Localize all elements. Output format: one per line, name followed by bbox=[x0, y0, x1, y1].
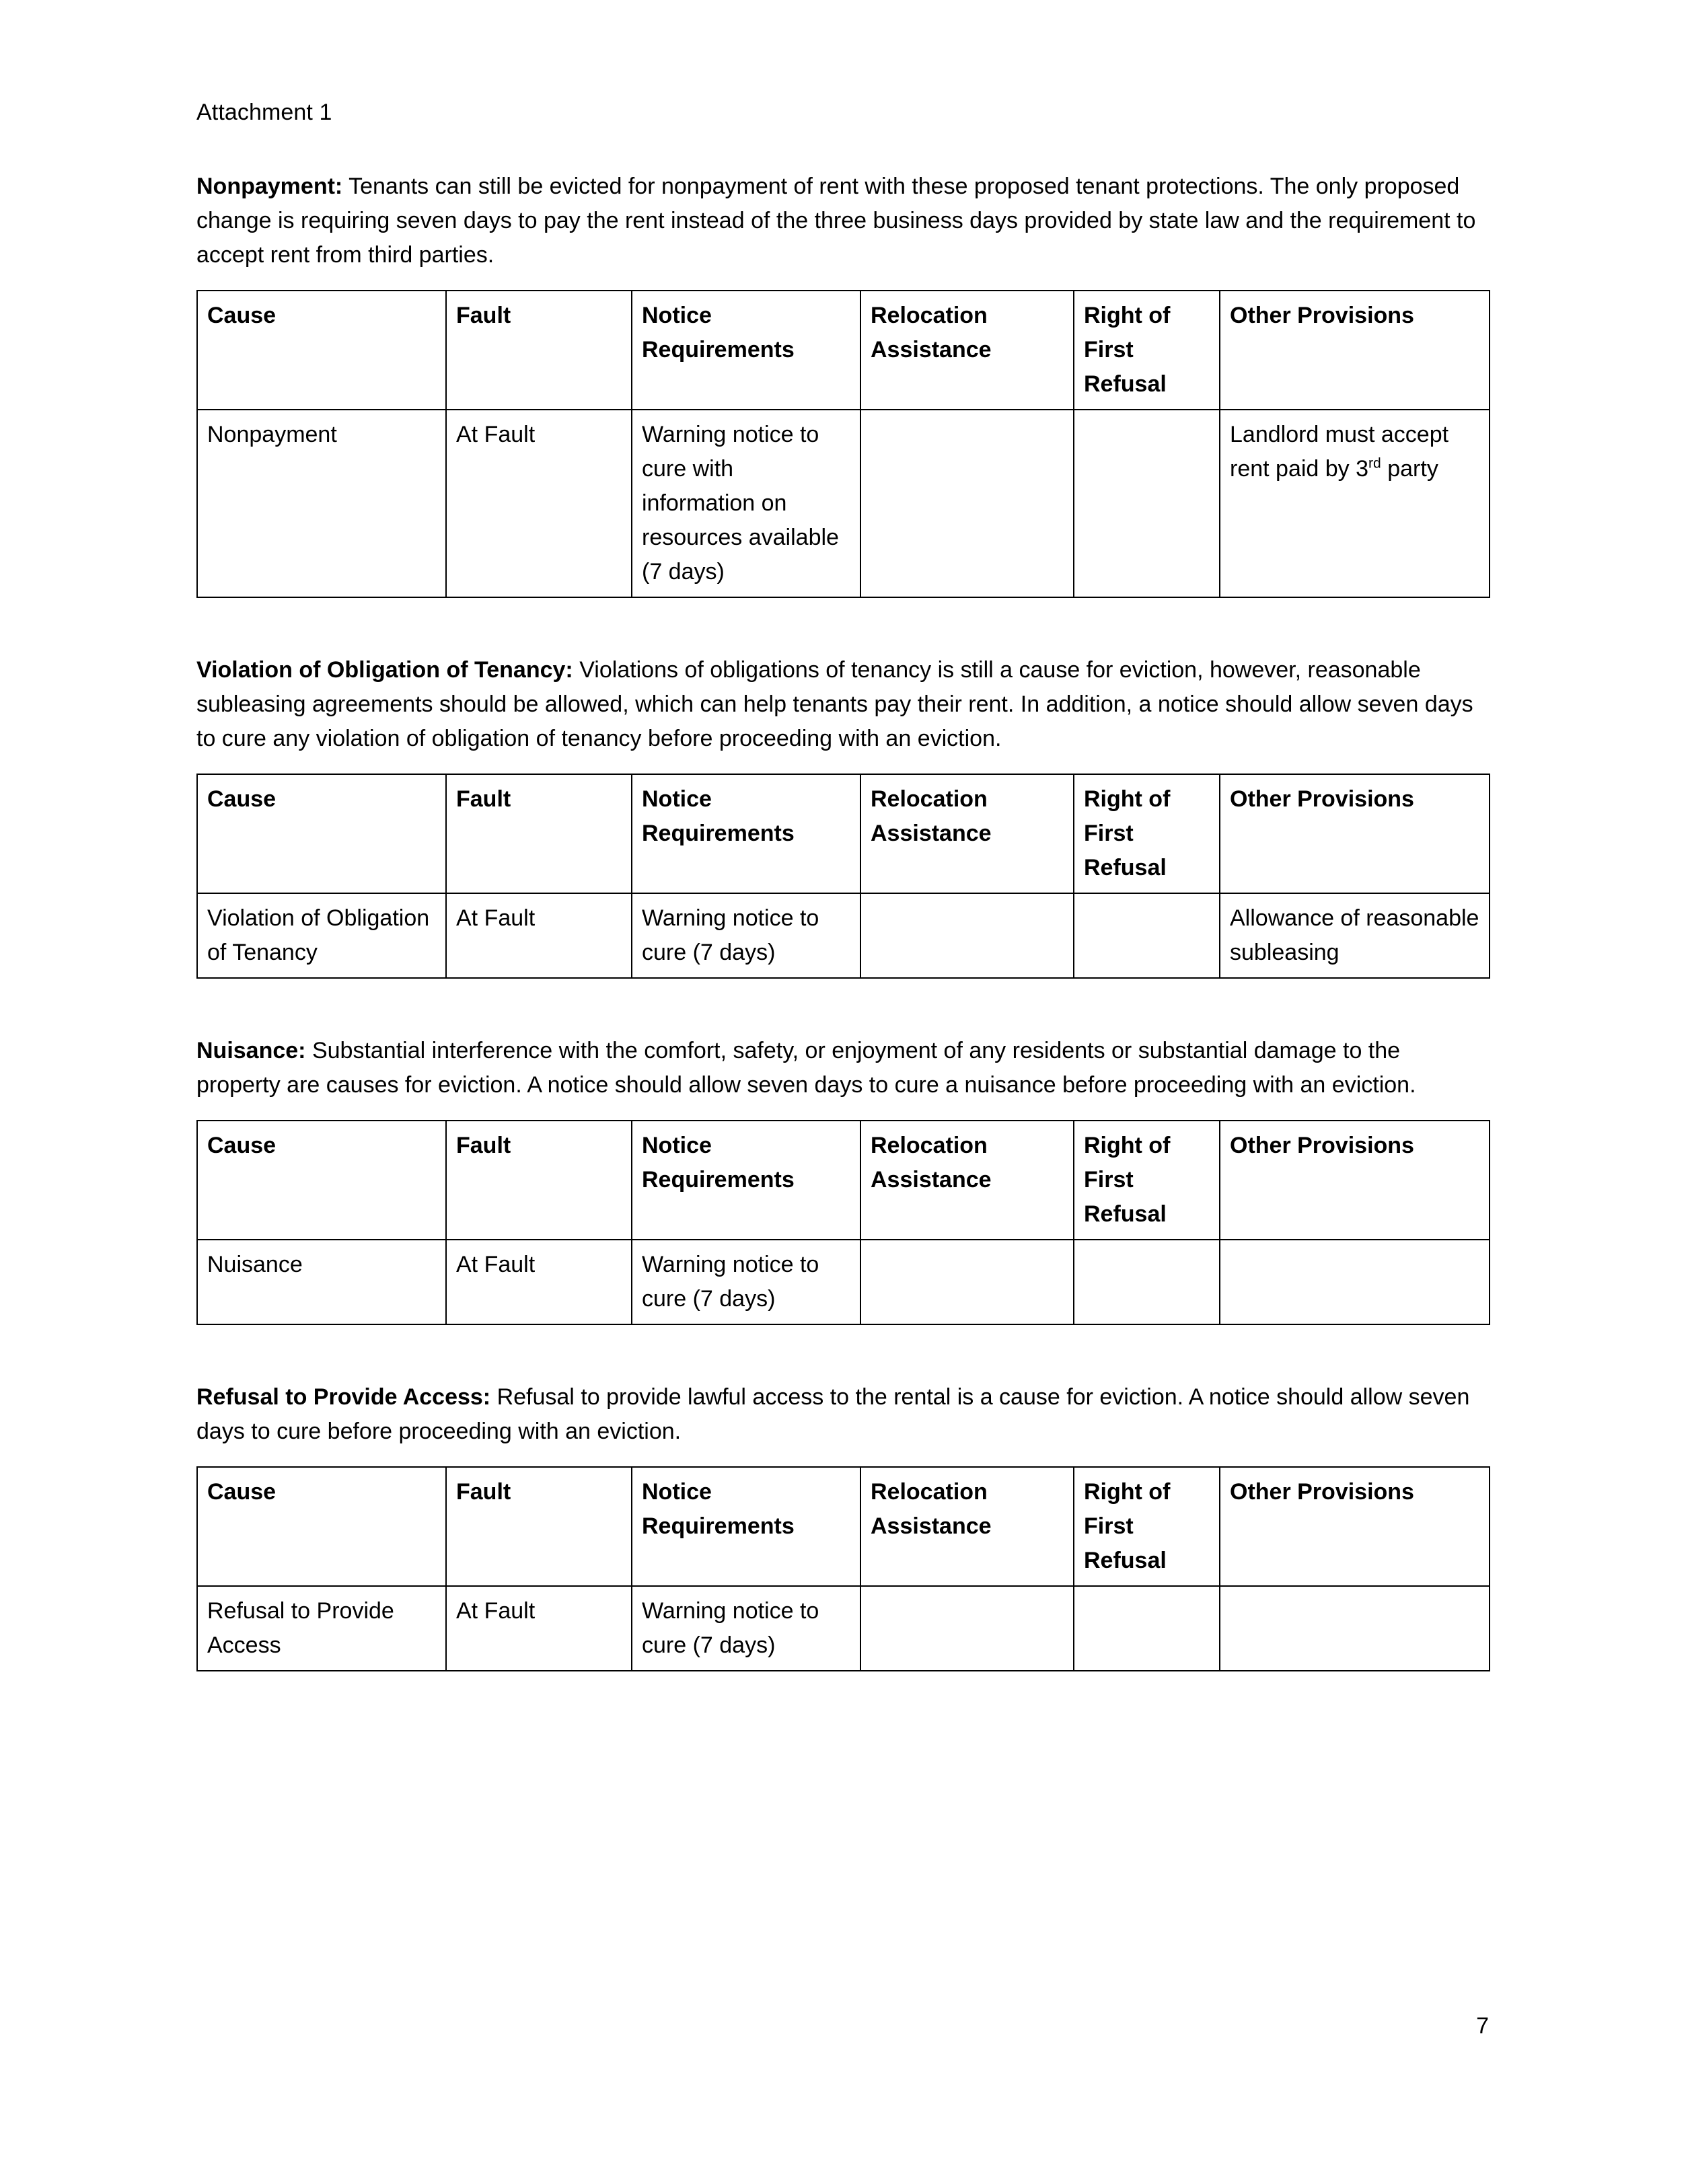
table-header-row bbox=[197, 1121, 1490, 1240]
column-header-cause: Cause bbox=[197, 291, 446, 410]
spacer bbox=[196, 1102, 1489, 1120]
cell-other-provisions bbox=[1220, 1240, 1490, 1324]
table-row bbox=[197, 1240, 1490, 1324]
cause-table-nonpayment bbox=[196, 290, 1490, 598]
cell-fault: At Fault bbox=[446, 1240, 632, 1324]
section-nuisance bbox=[196, 1034, 1489, 1380]
cell-other-provisions bbox=[1220, 410, 1490, 597]
column-header-fault: Fault bbox=[446, 291, 632, 410]
spacer bbox=[196, 598, 1489, 653]
cause-table-nuisance bbox=[196, 1120, 1490, 1325]
cell-fault: At Fault bbox=[446, 893, 632, 978]
attachment-label: Attachment 1 bbox=[196, 100, 332, 125]
column-header-notice-requirements: Notice Requirements bbox=[632, 291, 860, 410]
column-header-fault: Fault bbox=[446, 1467, 632, 1586]
section-paragraph bbox=[196, 1380, 1489, 1449]
column-header-cause: Cause bbox=[197, 1121, 446, 1240]
table-header-row bbox=[197, 291, 1490, 410]
cell-relocation-assistance bbox=[860, 1240, 1074, 1324]
spacer bbox=[196, 1449, 1489, 1466]
cell-other-provisions: Allowance of reasonable subleasing bbox=[1220, 893, 1490, 978]
column-header-relocation-assistance: Relocation Assistance bbox=[860, 291, 1074, 410]
column-header-other-provisions: Other Provisions bbox=[1220, 774, 1490, 893]
cell-relocation-assistance bbox=[860, 893, 1074, 978]
column-header-relocation-assistance: Relocation Assistance bbox=[860, 1467, 1074, 1586]
cell-fault: At Fault bbox=[446, 410, 632, 597]
column-header-notice-requirements: Notice Requirements bbox=[632, 774, 860, 893]
column-header-right-of-first-refusal: Right of First Refusal bbox=[1074, 1467, 1220, 1586]
cell-relocation-assistance bbox=[860, 1586, 1074, 1671]
ordinal-suffix: rd bbox=[1368, 455, 1381, 472]
column-header-fault: Fault bbox=[446, 1121, 632, 1240]
section-violation-of-obligation-of-tenancy bbox=[196, 653, 1489, 1034]
cell-cause: Refusal to Provide Access bbox=[197, 1586, 446, 1671]
column-header-right-of-first-refusal: Right of First Refusal bbox=[1074, 291, 1220, 410]
column-header-notice-requirements: Notice Requirements bbox=[632, 1467, 860, 1586]
table-row bbox=[197, 410, 1490, 597]
cell-right-of-first-refusal bbox=[1074, 893, 1220, 978]
cell-notice-requirements: Warning notice to cure (7 days) bbox=[632, 1240, 860, 1324]
column-header-relocation-assistance: Relocation Assistance bbox=[860, 1121, 1074, 1240]
spacer bbox=[196, 1325, 1489, 1380]
column-header-cause: Cause bbox=[197, 774, 446, 893]
section-heading: Nuisance: bbox=[196, 1038, 306, 1063]
spacer bbox=[196, 124, 1489, 170]
section-paragraph bbox=[196, 1034, 1489, 1102]
column-header-right-of-first-refusal: Right of First Refusal bbox=[1074, 774, 1220, 893]
section-refusal-to-provide-access bbox=[196, 1380, 1489, 1671]
section-body: Violations of obligations of tenancy is still a cause for eviction, however, reasonable subleasing agreements should be allowed, which can help tenants pay their rent. In addition, a notice should allow seven days to cure any violation of obligation of tenancy before proceeding with an eviction. bbox=[196, 657, 1473, 751]
section-heading: Refusal to Provide Access: bbox=[196, 1384, 491, 1410]
page-content bbox=[196, 0, 1489, 1671]
cell-cause: Violation of Obligation of Tenancy bbox=[197, 893, 446, 978]
section-body: Refusal to provide lawful access to the rental is a cause for eviction. A notice should allow seven days to cure before proceeding with an eviction. bbox=[196, 1384, 1470, 1444]
table-row bbox=[197, 893, 1490, 978]
column-header-fault: Fault bbox=[446, 774, 632, 893]
other-provisions-text-tail: party bbox=[1381, 456, 1438, 482]
cell-fault: At Fault bbox=[446, 1586, 632, 1671]
cell-other-provisions bbox=[1220, 1586, 1490, 1671]
section-paragraph bbox=[196, 653, 1489, 756]
section-heading: Violation of Obligation of Tenancy: bbox=[196, 657, 573, 683]
table-row bbox=[197, 1586, 1490, 1671]
table-header-row bbox=[197, 774, 1490, 893]
page-number: 7 bbox=[1476, 2013, 1489, 2039]
column-header-other-provisions: Other Provisions bbox=[1220, 1467, 1490, 1586]
table-header-row bbox=[197, 1467, 1490, 1586]
cell-notice-requirements: Warning notice to cure (7 days) bbox=[632, 893, 860, 978]
column-header-notice-requirements: Notice Requirements bbox=[632, 1121, 860, 1240]
cell-cause: Nuisance bbox=[197, 1240, 446, 1324]
spacer bbox=[196, 756, 1489, 774]
cell-right-of-first-refusal bbox=[1074, 1586, 1220, 1671]
column-header-other-provisions: Other Provisions bbox=[1220, 1121, 1490, 1240]
section-heading: Nonpayment: bbox=[196, 174, 343, 199]
spacer bbox=[196, 979, 1489, 1034]
section-paragraph bbox=[196, 170, 1489, 272]
other-provisions-text: Landlord must accept rent paid by 3 bbox=[1230, 422, 1449, 482]
cell-right-of-first-refusal bbox=[1074, 1240, 1220, 1324]
cell-right-of-first-refusal bbox=[1074, 410, 1220, 597]
column-header-relocation-assistance: Relocation Assistance bbox=[860, 774, 1074, 893]
column-header-other-provisions: Other Provisions bbox=[1220, 291, 1490, 410]
spacer bbox=[196, 272, 1489, 290]
column-header-cause: Cause bbox=[197, 1467, 446, 1586]
section-nonpayment bbox=[196, 170, 1489, 653]
section-body: Tenants can still be evicted for nonpayment of rent with these proposed tenant protections. The only proposed change is requiring seven days to pay the rent instead of the three business days provided by state law and the requirement to accept rent from third parties. bbox=[196, 174, 1476, 268]
cell-notice-requirements: Warning notice to cure with information on resources available (7 days) bbox=[632, 410, 860, 597]
cause-table-violation-of-obligation-of-tenancy bbox=[196, 774, 1490, 979]
section-body: Substantial interference with the comfort, safety, or enjoyment of any residents or substantial damage to the property are causes for eviction. A notice should allow seven days to cure a nuisance before proceeding with an eviction. bbox=[196, 1038, 1416, 1098]
cell-notice-requirements: Warning notice to cure (7 days) bbox=[632, 1586, 860, 1671]
cell-relocation-assistance bbox=[860, 410, 1074, 597]
cause-table-refusal-to-provide-access bbox=[196, 1466, 1490, 1671]
column-header-right-of-first-refusal: Right of First Refusal bbox=[1074, 1121, 1220, 1240]
cell-cause: Nonpayment bbox=[197, 410, 446, 597]
